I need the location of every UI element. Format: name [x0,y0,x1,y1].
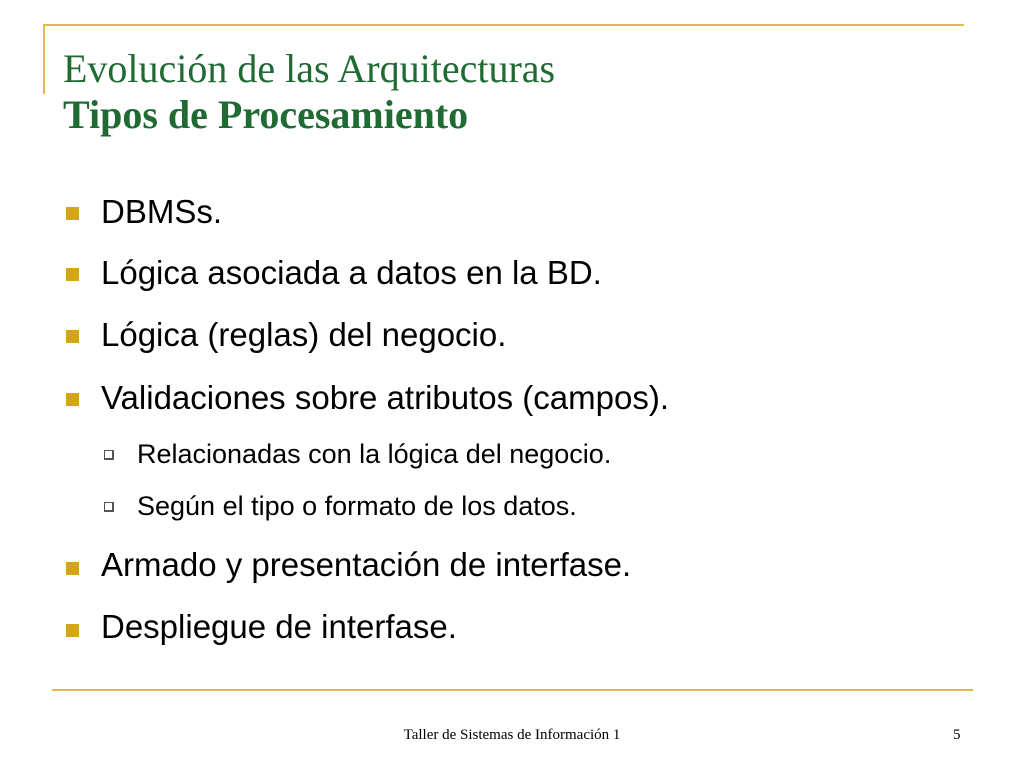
square-bullet-icon [66,268,79,281]
square-bullet-icon [66,330,79,343]
sub-bullet-item: Relacionadas con la lógica del negocio. [137,439,612,469]
hollow-square-bullet-icon [104,502,114,512]
square-bullet-icon [66,562,79,575]
footer-text: Taller de Sistemas de Información 1 [403,727,621,743]
bullet-item: Armado y presentación de interfase. [101,546,632,583]
bullet-item: Validaciones sobre atributos (campos). [101,379,669,416]
bullet-item: Lógica asociada a datos en la BD. [101,254,602,291]
hollow-square-bullet-icon [104,450,114,460]
bullet-item: Despliegue de interfase. [101,608,457,645]
title-subtitle: Tipos de Procesamiento [63,92,469,137]
footer-accent-line [52,689,973,691]
sub-bullet-item: Según el tipo o formato de los datos. [137,491,577,521]
square-bullet-icon [66,624,79,637]
bullet-item: Lógica (reglas) del negocio. [101,316,507,353]
square-bullet-icon [66,207,79,220]
title-main: Evolución de las Arquitecturas [63,46,556,91]
page-number: 5 [953,727,961,743]
bullet-item: DBMSs. [101,193,223,230]
square-bullet-icon [66,393,79,406]
